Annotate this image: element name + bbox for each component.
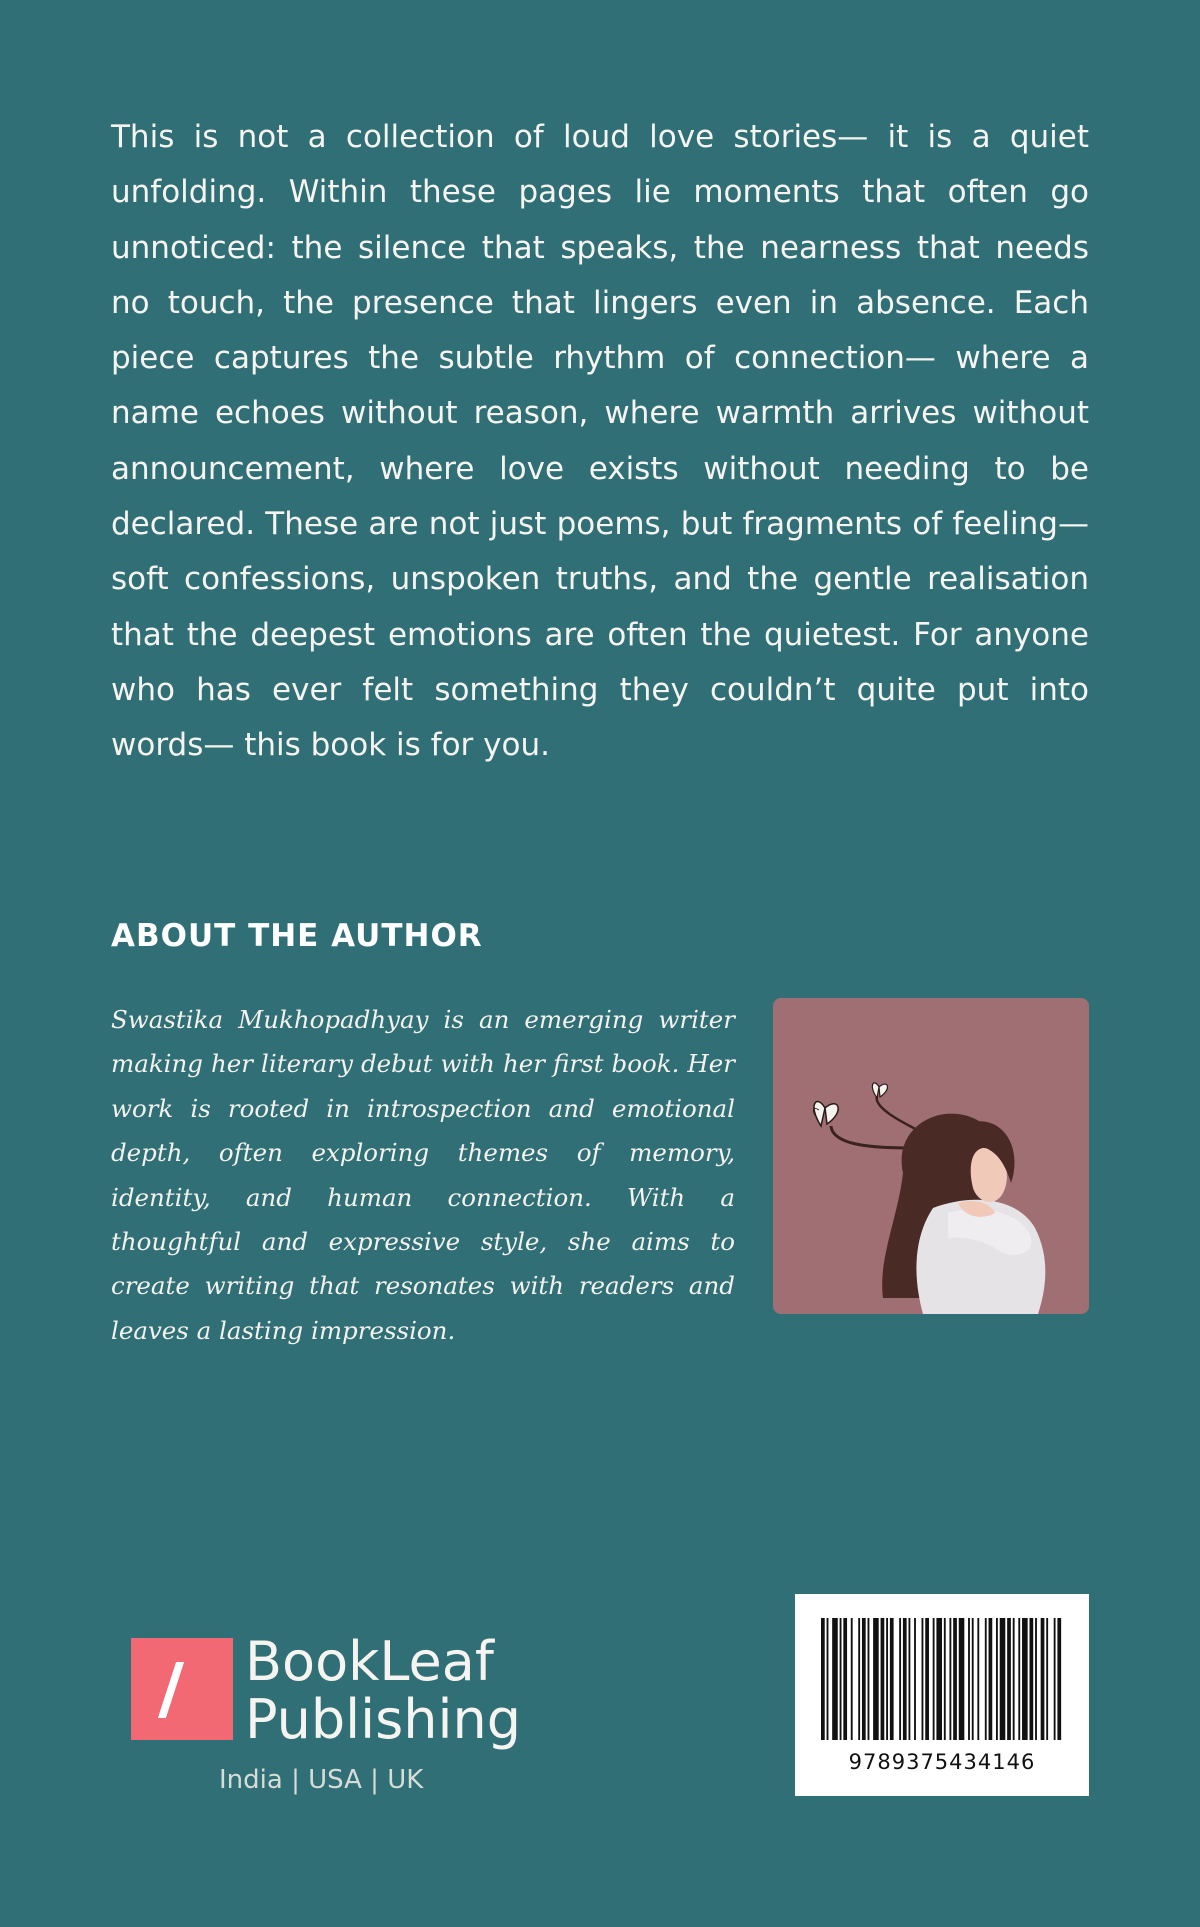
author-illustration <box>773 998 1089 1314</box>
publisher-regions: India | USA | UK <box>219 1765 424 1795</box>
publisher-logo-mark <box>131 1638 233 1740</box>
publisher-name-line1: BookLeaf <box>245 1630 494 1693</box>
author-bio: Swastika Mukhopadhyay is an emerging writer making her literary debut with her first book. Her work is rooted in introspection and emotional depth, often exploring themes of memory, identity, and human connection. With a thoughtful and expressive style, she aims to create writing that resonates with readers and leaves a lasting impression. <box>111 1005 735 1345</box>
isbn-barcode <box>795 1594 1089 1796</box>
book-blurb: This is not a collection of loud love stories— it is a quiet unfolding. Within these pages lie moments that often go unnoticed: the silence that speaks, the nearness that needs no touch, the presence that lingers even in absence. Each piece captures the subtle rhythm of connection— where a name echoes without reason, where warmth arrives without announcement, where love exists without needing to be declared. These are not just poems, but fragments of feeling— soft confessions, unspoken truths, and the gentle realisation that the deepest emotions are often the quietest. For anyone who has ever felt something they couldn’t quite put into words— this book is for you. <box>111 119 1089 764</box>
barcode-icon <box>821 1618 1063 1740</box>
slash-icon <box>158 1662 184 1718</box>
isbn-number: 9789375434146 <box>848 1750 1036 1774</box>
publisher-name-line2: Publishing <box>245 1688 521 1751</box>
about-author-heading: ABOUT THE AUTHOR <box>111 918 483 954</box>
